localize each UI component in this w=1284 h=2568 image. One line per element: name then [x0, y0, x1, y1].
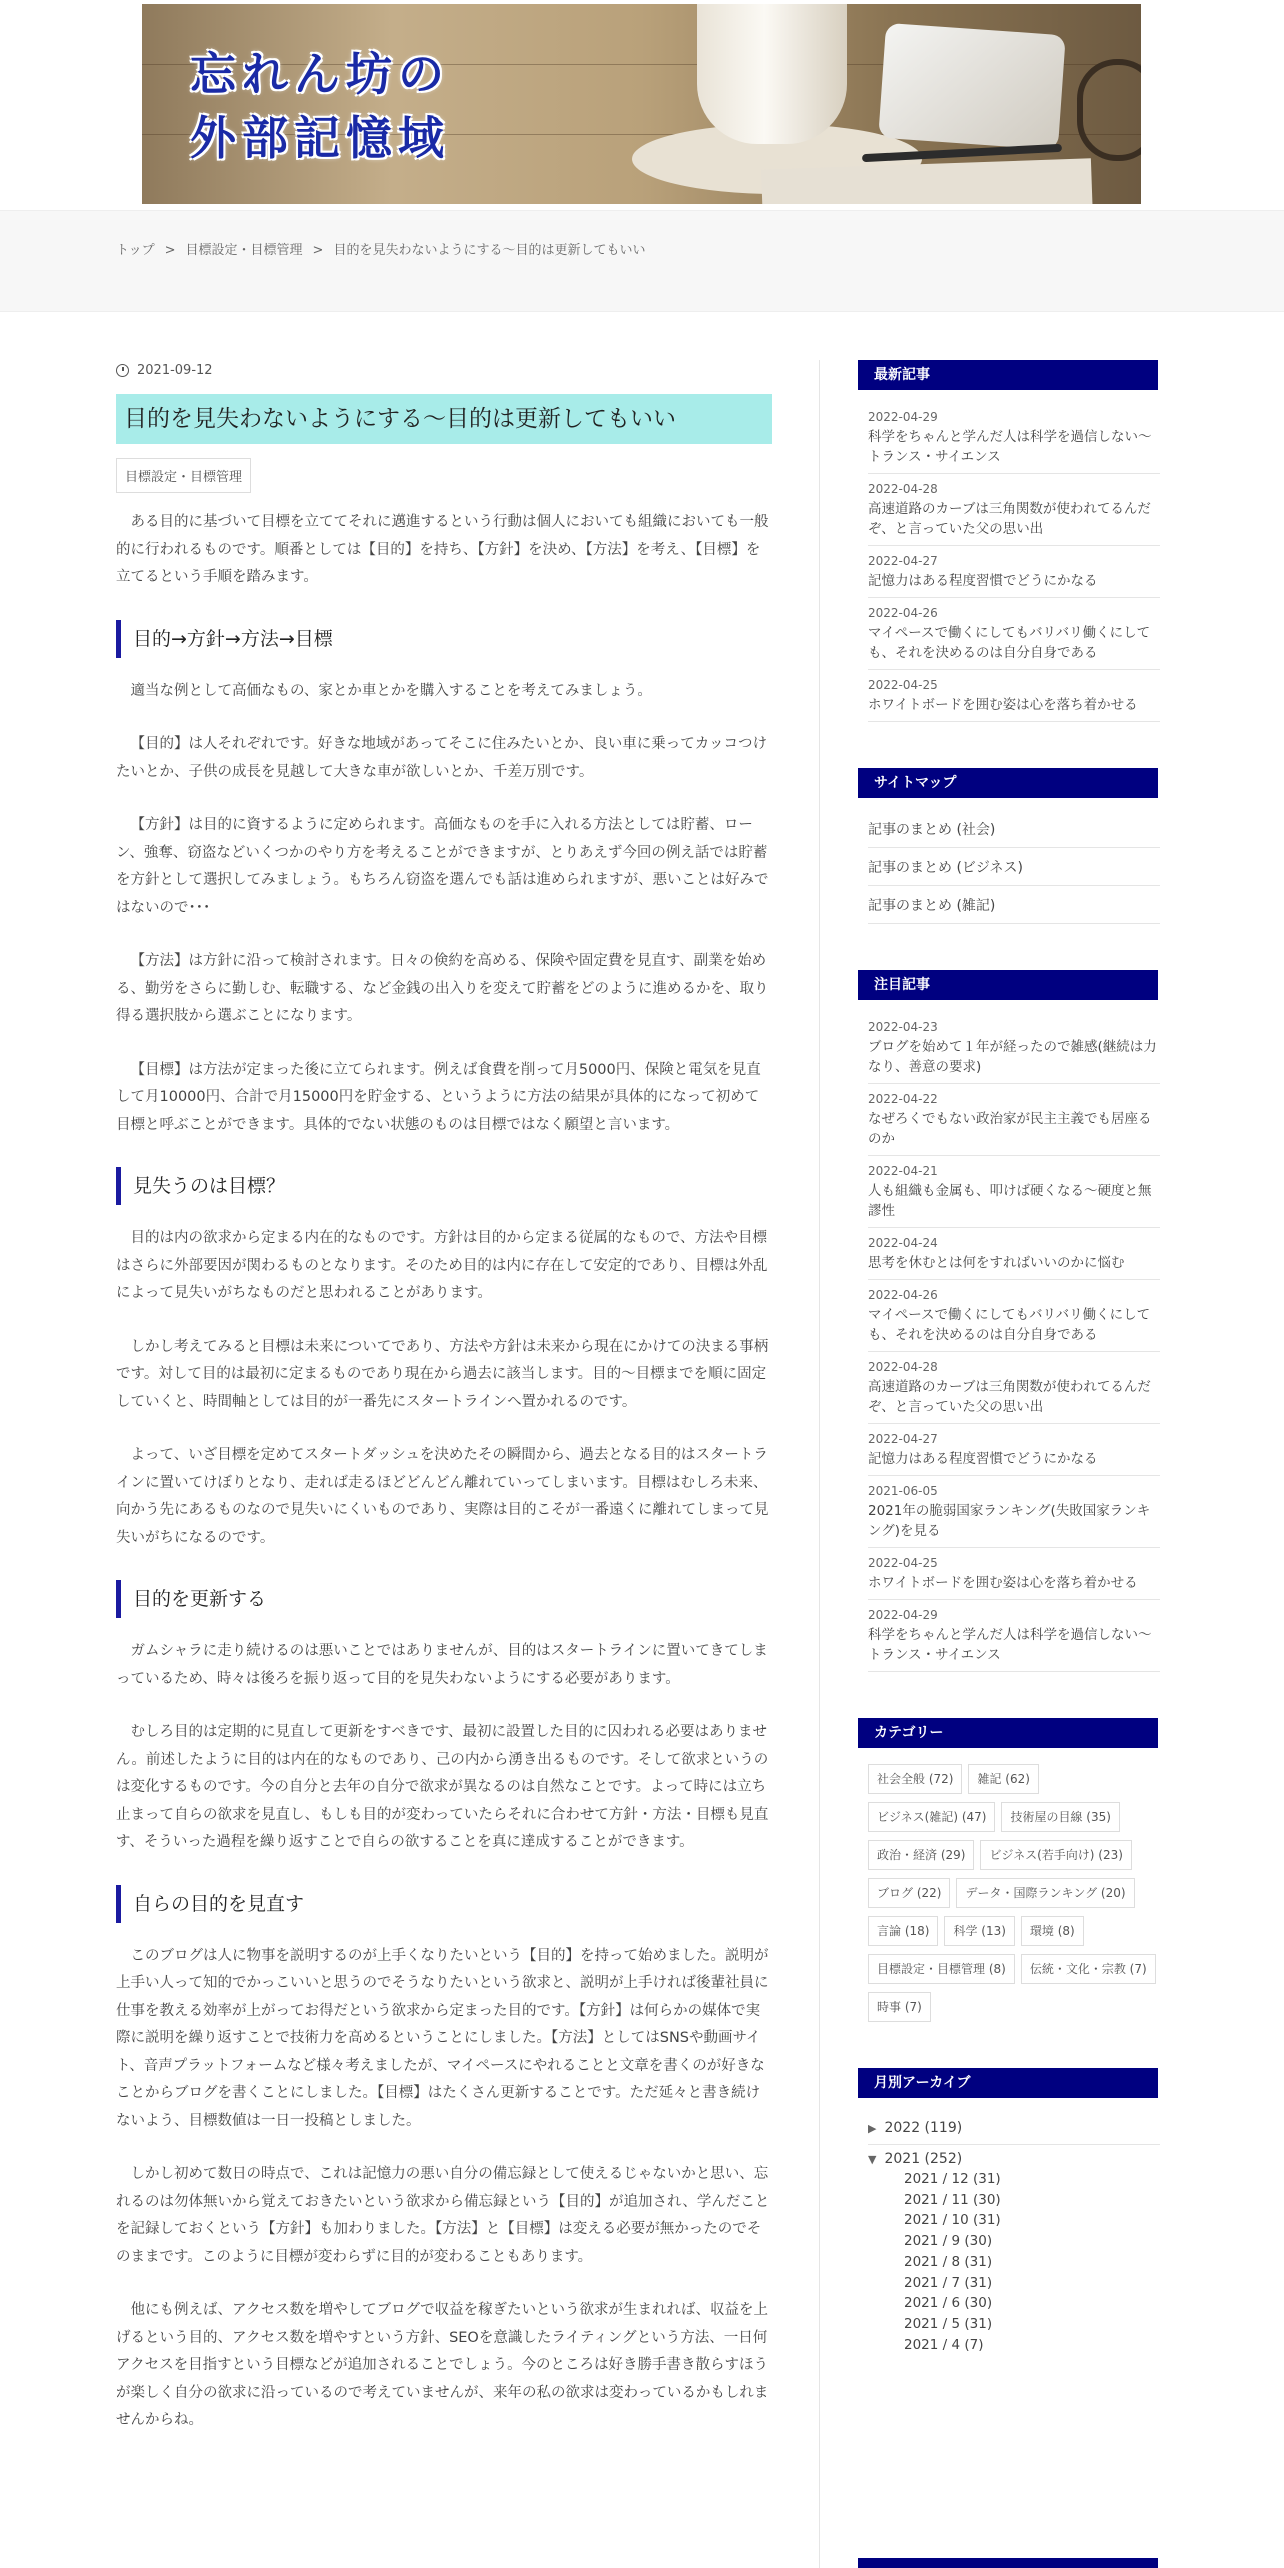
popular-post-item[interactable] [868, 1228, 1160, 1280]
popular-post-date: 2022-04-28 [868, 1360, 938, 1374]
paragraph: 【方針】は目的に資するように定められます。高価なものを手に入れる方法としては貯蓄、ローン、強奪、窃盗などいくつかのやり方を考えることができますが、とりあえず今回の例え話では貯蓄を方針として選択してみましょう。もちろん窃盗を選んでも話は進められますが、悪いことは好みではないので･･･ [116, 817, 769, 916]
paragraph: 【目標】は方法が定まった後に立てられます。例えば食費を削って月5000円、保険と電気を見直して月10000円、合計で月15000円を貯金する、というように方法の結果が具体的になって初めて目標と呼ぶことができます。具体的でない状態のものは目標ではなく願望と言います。 [116, 1061, 761, 1133]
category-tag[interactable]: ビジネス(若手向け) (23) [980, 1840, 1131, 1870]
popular-post-title[interactable]: 2021年の脆弱国家ランキング(失敗国家ランキング)を見る [868, 1503, 1151, 1539]
recent-post-date: 2022-04-25 [868, 678, 938, 692]
clock-icon [116, 364, 129, 377]
category-tag[interactable]: 伝統・文化・宗教 (7) [1021, 1954, 1156, 1984]
paragraph: 【方法】は方針に沿って検討されます。日々の倹約を高める、保険や固定費を見直す、副業を始める、勤労をさらに勤しむ、転職する、など金銭の出入りを変えて貯蓄をどのように進めるかを、取り得る選択肢から選ぶことになります。 [116, 953, 769, 1024]
popular-post-item[interactable] [868, 1476, 1160, 1548]
popular-post-title[interactable]: 科学をちゃんと学んだ人は科学を過信しない～トランス・サイエンス [868, 1627, 1152, 1663]
section-heading: 見失うのは目標？ [116, 1167, 772, 1205]
sitemap-widget [858, 768, 1170, 924]
archive-month[interactable]: 2021 / 5 (31) [904, 2315, 993, 2332]
breadcrumb-category[interactable]: 目標設定・目標管理 [185, 243, 303, 258]
paragraph: 他にも例えば、アクセス数を増やしてブログで収益を稼ぎたいという欲求が生まれれば、収益を上げるという目的、アクセス数を増やすという方針、SEOを意識したライティングという方法、一日何アクセスを目指すという目標などが追加されることでしょう。今のところは好き勝手書き散らすほうが楽しく自分の欲求に沿っているので考えていませんが、来年の私の欲求は変わっているかもしれませんからね。 [116, 2302, 769, 2428]
category-tag[interactable]: 技術屋の目線 (35) [1001, 1802, 1119, 1832]
popular-posts-list [858, 1012, 1170, 1672]
archive-year-2021[interactable] [868, 2145, 1160, 2169]
archive-widget [858, 2068, 1170, 2355]
recent-post-title[interactable]: 科学をちゃんと学んだ人は科学を過信しない～トランス・サイエンス [868, 429, 1152, 465]
recent-post-item[interactable] [868, 402, 1160, 474]
popular-post-item[interactable] [868, 1280, 1160, 1352]
recent-post-title[interactable]: 記憶力はある程度習慣でどうにかなる [868, 573, 1098, 589]
archive-year-label[interactable]: 2022 (119) [884, 2120, 963, 2136]
widget-title: サイトマップ [858, 768, 1158, 798]
site-title[interactable] [190, 42, 450, 170]
popular-post-item[interactable] [868, 1084, 1160, 1156]
banner-phone-image [878, 23, 1066, 150]
category-tag[interactable]: 目標設定・目標管理 (8) [868, 1954, 1015, 1984]
popular-post-title[interactable]: 思考を休むとは何をすればいいのかに悩む [868, 1255, 1125, 1271]
breadcrumb-separator: > [164, 243, 176, 258]
recent-post-item[interactable] [868, 546, 1160, 598]
widget-title: 最新記事 [858, 360, 1158, 390]
post-date-text: 2021-09-12 [137, 362, 213, 378]
paragraph: よって、いざ目標を定めてスタートダッシュを決めたその瞬間から、過去となる目的はスタートラインに置いてけぼりとなり、走れば走るほどどんどん離れていってしまいます。目標はむしろ未来、向かう先にあるものなので見失いにくいものであり、実際は目的こそが一番遠くに離れてしまって見失いがちになるのです。 [116, 1447, 769, 1546]
paragraph: 目的は内の欲求から定まる内在的なものです。方針は目的から定まる従属的なもので、方法や目標はさらに外部要因が関わるものとなります。そのため目的は内に存在して安定的であり、目標は外乱によって見失いがちなものだと思われることがあります。 [116, 1230, 768, 1301]
recent-posts-list [858, 402, 1170, 722]
widget-title: 注目記事 [858, 970, 1158, 1000]
paragraph: ガムシャラに走り続けるのは悪いことではありませんが、目的はスタートラインに置いてきてしまっているため、時々は後ろを振り返って目的を見失わないようにする必要があります。 [116, 1643, 768, 1687]
popular-post-item[interactable] [868, 1424, 1160, 1476]
recent-post-item[interactable] [868, 474, 1160, 546]
sitemap-link[interactable]: 記事のまとめ (ビジネス) [868, 848, 1160, 886]
archive-month[interactable]: 2021 / 6 (30) [904, 2295, 993, 2312]
popular-post-date: 2022-04-24 [868, 1236, 938, 1250]
recent-post-title[interactable]: ホワイトボードを囲む姿は心を落ち着かせる [868, 697, 1138, 713]
section-heading: 目的を更新する [116, 1580, 772, 1618]
section-heading: 目的→方針→方法→目標 [116, 620, 772, 658]
popular-post-title[interactable]: 人も組織も金属も、叩けば硬くなる～硬度と無謬性 [868, 1183, 1152, 1219]
recent-post-date: 2022-04-26 [868, 606, 938, 620]
site-title-line1: 忘れん坊の [190, 47, 450, 101]
popular-post-item[interactable] [868, 1600, 1160, 1672]
category-tag[interactable]: 環境 (8) [1021, 1916, 1084, 1946]
recent-post-date: 2022-04-27 [868, 554, 938, 568]
sitemap-link[interactable]: 記事のまとめ (雑記) [868, 886, 1160, 924]
category-tag[interactable]: 社会全般 (72) [868, 1764, 962, 1794]
archive-list [858, 2114, 1170, 2355]
recent-post-date: 2022-04-29 [868, 410, 938, 424]
paragraph: しかし初めて数日の時点で、これは記憶力の悪い自分の備忘録として使えるじゃないかと思い、忘れるのは勿体無いから覚えておきたいという欲求から備忘録という【目的】が追加され、学んだことを記録しておくという【方針】も加わりました。【方法】と【目標】は変える必要が無かったのでそのままです。このように目標が変わらずに目的が変わることもあります。 [116, 2166, 770, 2265]
widget-title: カテゴリー [858, 1718, 1158, 1748]
archive-month[interactable]: 2021 / 4 (7) [904, 2336, 984, 2353]
expand-triangle-icon[interactable]: ▶ [868, 2121, 877, 2135]
post-category-tag[interactable]: 目標設定・目標管理 [116, 458, 251, 493]
popular-posts-widget [858, 970, 1170, 1672]
archive-month[interactable]: 2021 / 10 (31) [904, 2212, 1001, 2229]
recent-post-title[interactable]: マイペースで働くにしてもバリバリ働くにしても、それを決めるのは自分自身である [868, 625, 1151, 661]
archive-month[interactable]: 2021 / 8 (31) [904, 2253, 993, 2270]
post-date [116, 360, 772, 380]
popular-post-date: 2022-04-25 [868, 1556, 938, 1570]
category-tag[interactable]: ブログ (22) [868, 1878, 950, 1908]
category-tag[interactable]: 時事 (7) [868, 1992, 931, 2022]
collapse-triangle-icon[interactable]: ▼ [868, 2152, 877, 2166]
popular-post-item[interactable] [868, 1012, 1160, 1084]
paragraph: しかし考えてみると目標は未来についてであり、方法や方針は未来から現在にかけての決まる事柄です。対して目的は最初に定まるものであり現在から過去に該当します。目的～目標までを順に固定していくと、時間軸としては目的が一番先にスタートラインへ置かれるのです。 [116, 1338, 769, 1410]
popular-post-title[interactable]: マイペースで働くにしてもバリバリ働くにしても、それを決めるのは自分自身である [868, 1307, 1151, 1343]
breadcrumb-current: 目的を見失わないようにする～目的は更新してもいい [333, 243, 646, 258]
popular-post-date: 2021-06-05 [868, 1484, 938, 1498]
recent-post-title[interactable]: 高速道路のカーブは三角関数が使われてるんだぞ、と言っていた父の思い出 [868, 501, 1151, 537]
category-tag[interactable]: データ・国際ランキング (20) [956, 1878, 1134, 1908]
recent-post-item[interactable] [868, 598, 1160, 670]
paragraph: むしろ目的は定期的に見直して更新をすべきです、最初に設置した目的に囚われる必要はありません。前述したように目的は内在的なものであり、己の内から湧き出るものです。そして欲求というのは変化するものです。今の自分と去年の自分で欲求が異なるのは自然なことです。よって時には立ち止まって自らの欲求を見直し、もしも目的が変わっていたらそれに合わせて方針・方法・目標も見直す、そういった過程を繰り返すことで自らの欲することを真に達成することができます。 [116, 1724, 769, 1850]
site-title-line2: 外部記憶域 [190, 111, 450, 165]
category-tag[interactable]: 雑記 (62) [968, 1764, 1038, 1794]
popular-post-date: 2022-04-29 [868, 1608, 938, 1622]
breadcrumb [116, 239, 645, 258]
banner-cup-image [697, 4, 847, 144]
archive-month[interactable]: 2021 / 7 (31) [904, 2274, 993, 2291]
archive-year-2022[interactable] [868, 2114, 1160, 2145]
popular-post-title[interactable]: 記憶力はある程度習慣でどうにかなる [868, 1451, 1098, 1467]
next-widget-title-bar [858, 2558, 1158, 2568]
sitemap-list [858, 810, 1170, 924]
post-title: 目的を見失わないようにする～目的は更新してもいい [116, 394, 772, 444]
section-heading: 自らの目的を見直す [116, 1885, 772, 1923]
category-tag[interactable]: 言論 (18) [868, 1916, 938, 1946]
category-tag[interactable]: 政治・経済 (29) [868, 1840, 974, 1870]
popular-post-title[interactable]: 高速道路のカーブは三角関数が使われてるんだぞ、と言っていた父の思い出 [868, 1379, 1151, 1415]
paragraph: このブログは人に物事を説明するのが上手くなりたいという【目的】を持って始めました。説明が上手い人って知的でかっこいいと思うのでそうなりたいという欲求と、説明が上手ければ後輩社員に仕事を教える効率が上がってお得だという欲求から定まった目的です。【方針】は何らかの媒体で実際に説明を繰り返すことで技術力を高めるということにしました。【方法】としてはSNSや動画サイト、音声プラットフォームなど様々考えましたが、マイペースにやれることと文章を書くのが好きなことからブログを書くことにしました。【目標】はたくさん更新することです。ただ延々と書き続けないよう、目標数値は一日一投稿としました。 [116, 1947, 769, 2129]
breadcrumb-separator: > [312, 243, 324, 258]
widget-title: 月別アーカイブ [858, 2068, 1158, 2098]
paragraph: 適当な例として高価なもの、家とか車とかを購入することを考えてみましょう。 [130, 682, 652, 699]
popular-post-date: 2022-04-27 [868, 1432, 938, 1446]
category-tag[interactable]: ビジネス(雑記) (47) [868, 1802, 995, 1832]
popular-post-title[interactable]: ホワイトボードを囲む姿は心を落ち着かせる [868, 1575, 1138, 1591]
archive-month[interactable]: 2021 / 12 (31) [904, 2171, 1001, 2187]
popular-post-title[interactable]: ブログを始めて１年が経ったので雑感(継続は力なり、善意の要求) [868, 1039, 1157, 1075]
popular-post-item[interactable] [868, 1352, 1160, 1424]
article [116, 360, 772, 2461]
popular-post-item[interactable] [868, 1156, 1160, 1228]
header-banner[interactable] [142, 4, 1141, 204]
recent-post-date: 2022-04-28 [868, 482, 938, 496]
archive-month[interactable]: 2021 / 11 (30) [904, 2191, 1001, 2208]
recent-post-item[interactable] [868, 670, 1160, 722]
popular-post-title[interactable]: なぜろくでもない政治家が民主主義でも居座るのか [868, 1111, 1152, 1147]
recent-posts-widget [858, 360, 1170, 722]
category-tag[interactable]: 科学 (13) [944, 1916, 1014, 1946]
column-divider [819, 360, 820, 2568]
category-widget [858, 1718, 1170, 2022]
paragraph: ある目的に基づいて目標を立ててそれに邁進するという行動は個人においても組織においても一般的に行われるものです。順番としては【目的】を持ち、【方針】を決め、【方法】を考え、【目標】を立てるという手順を踏みます。 [116, 514, 769, 585]
sidebar [858, 360, 1170, 2401]
archive-year-label[interactable]: 2021 (252) [884, 2151, 963, 2167]
breadcrumb-bar [0, 210, 1284, 312]
paragraph: 【目的】は人それぞれです。好きな地域があってそこに住みたいとか、良い車に乗ってカッコつけたいとか、子供の成長を見越して大きな車が欲しいとか、千差万別です。 [116, 736, 768, 780]
breadcrumb-home[interactable]: トップ [116, 243, 155, 258]
sitemap-link[interactable]: 記事のまとめ (社会) [868, 810, 1160, 848]
banner-glasses-image [1077, 59, 1141, 161]
popular-post-date: 2022-04-23 [868, 1020, 938, 1034]
post-content [116, 509, 772, 2435]
popular-post-item[interactable] [868, 1548, 1160, 1600]
popular-post-date: 2022-04-26 [868, 1288, 938, 1302]
popular-post-date: 2022-04-21 [868, 1164, 938, 1178]
popular-post-date: 2022-04-22 [868, 1092, 938, 1106]
archive-month[interactable]: 2021 / 9 (30) [904, 2233, 993, 2250]
category-tag-list [858, 1764, 1170, 2022]
